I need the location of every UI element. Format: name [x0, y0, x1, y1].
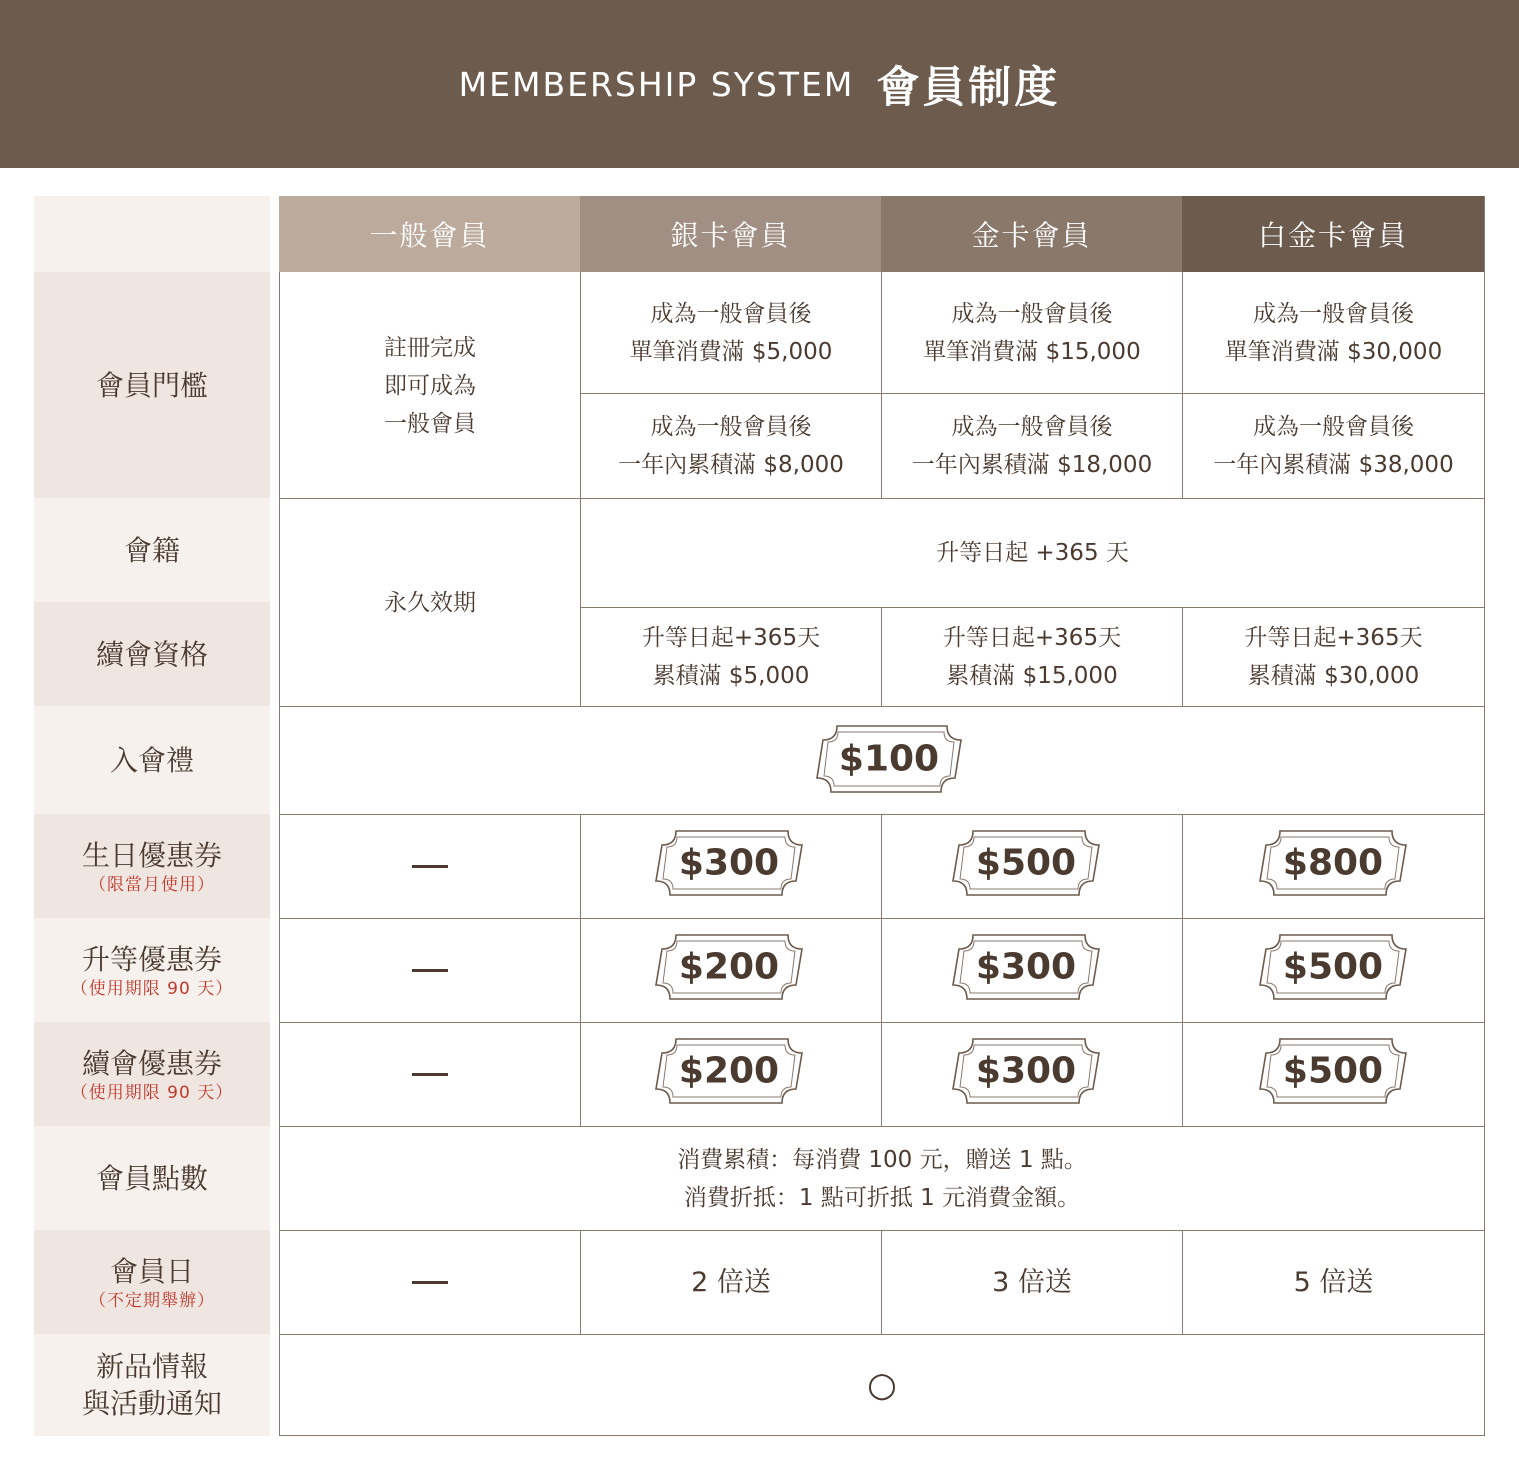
renewal-coupon-platinum [1257, 1033, 1409, 1109]
row-label-text: 會籍 [123, 533, 180, 567]
upgrade-coupon-general [280, 919, 580, 1022]
row-label-note: （限當月使用） [89, 874, 215, 895]
renewal-coupon-gold [950, 1033, 1102, 1109]
tier-header-general: 一般會員 [279, 196, 580, 272]
grid-line [1182, 814, 1183, 1126]
coupon-value: $200 [678, 946, 780, 988]
coupon-value: $100 [838, 738, 940, 780]
row-label-renewal-coupon [34, 1022, 270, 1126]
row-label-birthday-coupon [34, 814, 270, 918]
cell-line: 成為一般會員後 [650, 414, 812, 440]
cell-line: 單筆消費滿 $15,000 [923, 339, 1141, 365]
birthday-coupon-silver [653, 825, 805, 901]
tier-header-platinum: 白金卡會員 [1182, 196, 1484, 272]
row-label-upgrade-coupon [34, 918, 270, 1022]
cell-line: 升等日起 +365 天 [936, 540, 1129, 566]
row-label-welcome-gift [34, 706, 270, 814]
threshold-silver-single [581, 273, 881, 393]
cell-line: 一年內累積滿 $38,000 [1213, 452, 1454, 478]
coupon-value: $500 [1282, 1050, 1384, 1092]
row-label-note: （不定期舉辦） [89, 1290, 215, 1311]
grid-line [881, 814, 882, 1126]
upgrade-coupon-silver [653, 929, 805, 1005]
threshold-gold-annual [882, 394, 1182, 498]
renewal-gold [882, 608, 1182, 706]
member-day-silver [581, 1231, 881, 1334]
coupon-value: $800 [1282, 842, 1384, 884]
row-label-member-day [34, 1230, 270, 1334]
cell-line: 5 倍送 [1293, 1266, 1374, 1298]
cell-line: 3 倍送 [992, 1266, 1072, 1298]
row-label-text: 續會優惠券 [81, 1046, 222, 1080]
renewal-coupon-silver [653, 1033, 805, 1109]
row-label-news [34, 1334, 270, 1436]
cell-line: 消費折抵：1 點可折抵 1 元消費金額。 [683, 1184, 1081, 1211]
threshold-general [280, 273, 580, 498]
coupon-value: $300 [975, 1050, 1077, 1092]
threshold-platinum-annual [1183, 394, 1484, 498]
cell-line: 累積滿 $5,000 [652, 663, 810, 689]
row-label-text: 續會資格 [95, 637, 208, 671]
cell-line: 累積滿 $15,000 [946, 663, 1118, 689]
membership-general [280, 499, 580, 706]
row-label-note: （使用期限 90 天） [70, 1082, 234, 1103]
banner-title-en: MEMBERSHIP SYSTEM [458, 64, 855, 104]
renewal-coupon-general [280, 1023, 580, 1126]
row-label-text: 升等優惠券 [81, 942, 222, 976]
grid-line [1484, 196, 1485, 1436]
cell-line: 消費累積：每消費 100 元，贈送 1 點。 [677, 1146, 1087, 1173]
cell-line: 2 倍送 [691, 1266, 771, 1298]
row-label-membership [34, 498, 270, 602]
row-label-threshold [34, 272, 270, 498]
cell-line: 即可成為 [384, 372, 476, 399]
page-banner [0, 0, 1519, 168]
points-cell [280, 1127, 1484, 1230]
row-label-text: 生日優惠券 [81, 838, 222, 872]
cell-line: 一年內累積滿 $8,000 [618, 452, 844, 478]
coupon-value: $500 [975, 842, 1077, 884]
side-header-blank [34, 196, 270, 272]
row-label-text: 與活動通知 [81, 1387, 222, 1420]
row-label-points [34, 1126, 270, 1230]
upgrade-coupon-gold [950, 929, 1102, 1005]
dash-mark [412, 865, 448, 868]
cell-line: 註冊完成 [384, 334, 476, 361]
coupon-value: $300 [975, 946, 1077, 988]
threshold-gold-single [882, 273, 1182, 393]
birthday-coupon-general [280, 815, 580, 918]
row-label-text: 會員點數 [95, 1161, 208, 1195]
cell-line: 成為一般會員後 [650, 301, 812, 327]
coupon-value: $200 [678, 1050, 780, 1092]
tier-header-gold: 金卡會員 [881, 196, 1182, 272]
news-cell [280, 1335, 1484, 1435]
tier-header-silver: 銀卡會員 [580, 196, 881, 272]
row-label-renewal [34, 602, 270, 706]
renewal-silver [581, 608, 881, 706]
birthday-coupon-gold [950, 825, 1102, 901]
row-label-note: （使用期限 90 天） [70, 978, 234, 999]
cell-line: 成為一般會員後 [1253, 414, 1414, 440]
threshold-silver-annual [581, 394, 881, 498]
row-label-text: 入會禮 [109, 743, 194, 777]
banner-title-zh: 會員制度 [876, 62, 1061, 113]
dash-mark [412, 1073, 448, 1076]
cell-line: 升等日起+365天 [641, 625, 821, 651]
cell-line: 一年內累積滿 $18,000 [911, 452, 1153, 478]
row-label-text: 新品情報 [95, 1350, 208, 1383]
membership-upgraded [581, 499, 1484, 607]
dash-mark [412, 1281, 448, 1284]
cell-line: 單筆消費滿 $30,000 [1224, 339, 1443, 365]
cell-line: 累積滿 $30,000 [1247, 663, 1420, 689]
coupon-value: $500 [1282, 946, 1384, 988]
row-label-text: 會員日 [109, 1254, 194, 1288]
member-day-gold [882, 1231, 1182, 1334]
cell-line: 成為一般會員後 [951, 301, 1113, 327]
grid-line [580, 814, 581, 1126]
dash-mark [412, 969, 448, 972]
renewal-platinum [1183, 608, 1484, 706]
birthday-coupon-platinum [1257, 825, 1409, 901]
member-day-platinum [1183, 1231, 1484, 1334]
cell-line: 一般會員 [384, 410, 476, 437]
cell-line: 升等日起+365天 [942, 625, 1122, 651]
cell-line: 成為一般會員後 [951, 414, 1113, 440]
circle-mark: ○ [867, 1365, 897, 1405]
upgrade-coupon-platinum [1257, 929, 1409, 1005]
cell-line: 永久效期 [384, 589, 476, 616]
row-label-text: 會員門檻 [95, 368, 208, 402]
cell-line: 成為一般會員後 [1253, 301, 1414, 327]
grid-line [279, 1435, 1485, 1436]
threshold-platinum-single [1183, 273, 1484, 393]
member-day-general [280, 1231, 580, 1334]
cell-line: 升等日起+365天 [1244, 625, 1423, 651]
coupon-value: $300 [678, 842, 780, 884]
cell-line: 單筆消費滿 $5,000 [629, 339, 833, 365]
grid-line [279, 706, 1484, 707]
welcome-gift-coupon [814, 720, 964, 798]
